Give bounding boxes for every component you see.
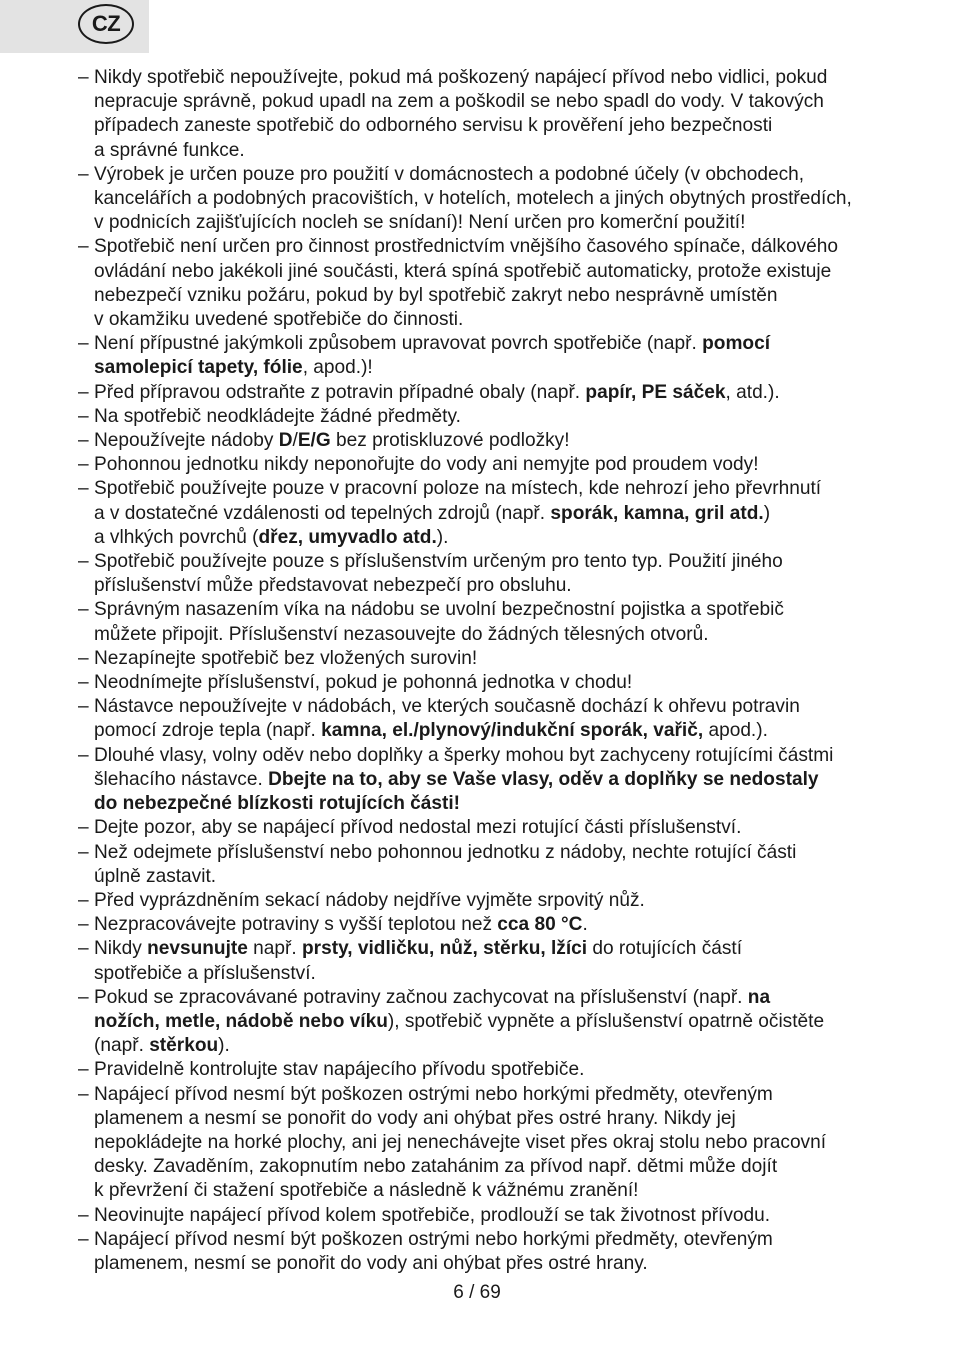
- bold-text: Dbejte na to, aby se Vaše vlasy, oděv a doplňky se nedostaly: [268, 768, 819, 790]
- list-dash: –: [78, 841, 89, 863]
- list-item: [78, 1228, 898, 1276]
- item-text: /: [292, 430, 298, 452]
- bold-text: samolepicí tapety, fólie: [94, 357, 303, 379]
- item-text: příslušenství může představovat nebezpečí pro obsluhu.: [94, 575, 572, 597]
- page-separator: /: [463, 1282, 480, 1303]
- item-text: Pokud se zpracovávané potraviny začnou zachycovat na příslušenství (např.: [94, 986, 748, 1008]
- item-text: plamenem a nesmí se ponořit do vody ani ohýbat přes ostré hrany. Nikdy jej: [94, 1107, 736, 1129]
- list-dash: –: [78, 1083, 89, 1105]
- item-text: Výrobek je určen pouze pro použití v domácnostech a podobné účely (v obchodech,: [94, 163, 805, 185]
- list-item: [78, 598, 898, 646]
- item-text: plamenem, nesmí se ponořit do vody ani ohýbat přes ostré hrany.: [94, 1252, 648, 1274]
- list-item: [78, 647, 898, 671]
- list-item: [78, 816, 898, 840]
- item-text: Nikdy spotřebič nepoužívejte, pokud má poškozený napájecí přívod nebo vidlici, pokud: [94, 67, 828, 88]
- page-current: 6: [453, 1282, 464, 1303]
- item-text: můžete připojit. Příslušenství nezasouvejte do žádných tělesných otvorů.: [94, 623, 709, 645]
- list-dash: –: [78, 889, 89, 911]
- list-dash: –: [78, 986, 89, 1008]
- list-item: [78, 66, 898, 163]
- list-item: [78, 986, 898, 1059]
- item-text: desky. Zavaděním, zakopnutím nebo zatahánim za přívod např. dětmi může dojít: [94, 1156, 778, 1178]
- bold-text: E/G: [297, 430, 331, 452]
- list-dash: –: [78, 599, 89, 621]
- item-text: Nezpracovávejte potraviny s vyšší teplotou než: [94, 914, 498, 936]
- item-text: Na spotřebič neodkládejte žádné předměty.: [94, 405, 461, 427]
- bold-text: nožích, metle, nádobě nebo víku: [94, 1010, 388, 1032]
- item-text: (např.: [94, 1035, 150, 1057]
- language-tab: [0, 0, 149, 53]
- list-dash: –: [78, 696, 89, 718]
- item-text: bez protiskluzové podložky!: [330, 430, 570, 452]
- item-text: ).: [218, 1035, 230, 1057]
- list-dash: –: [78, 744, 89, 766]
- item-text: úplně zastavit.: [94, 865, 217, 887]
- bold-text: prsty, vidličku, nůž, stěrku, lžíci: [302, 938, 588, 960]
- item-text: a správné funkce.: [94, 139, 245, 161]
- list-item: [78, 1204, 898, 1228]
- list-item: [78, 913, 898, 937]
- list-dash: –: [78, 551, 89, 573]
- bold-text: sporák, kamna, gril atd.: [550, 502, 764, 524]
- list-item: [78, 477, 898, 550]
- item-text: Spotřebič používejte pouze v pracovní poloze na místech, kde nehrozí jeho převrhnutí: [94, 478, 822, 500]
- item-text: apod.).: [703, 720, 768, 742]
- item-text: Správným nasazením víka na nádobu se uvolní bezpečnostní pojistka a spotřebič: [94, 599, 784, 621]
- bold-text: stěrkou: [149, 1035, 219, 1057]
- list-dash: –: [78, 938, 89, 960]
- item-text: , atd.).: [725, 381, 780, 403]
- list-item: [78, 889, 898, 913]
- item-text: např.: [247, 938, 302, 960]
- item-text: Před vyprázdněním sekací nádoby nejdříve vyjměte srpovitý nůž.: [94, 889, 645, 911]
- list-dash: –: [78, 430, 89, 452]
- item-text: Než odejmete příslušenství nebo pohonnou jednotku z nádoby, nechte rotující části: [94, 841, 797, 863]
- list-dash: –: [78, 478, 89, 500]
- item-text: Nástavce nepoužívejte v nádobách, ve kterých současně dochází k ohřevu potravin: [94, 696, 800, 718]
- item-text: případech zaneste spotřebič do odborného servisu k prověření jeho bezpečnosti: [94, 115, 773, 137]
- item-text: Spotřebič používejte pouze s příslušenstvím určeným pro tento typ. Použití jiného: [94, 551, 783, 573]
- list-item: [78, 550, 898, 598]
- item-text: Není přípustné jakýmkoli způsobem upravovat povrch spotřebiče (např.: [94, 333, 703, 355]
- item-text: do rotujících částí: [587, 938, 743, 960]
- list-dash: –: [78, 1204, 89, 1226]
- bold-text: pomocí: [702, 333, 771, 355]
- item-text: k převržení či stažení spotřebiče a následně k vážnému zranění!: [94, 1180, 639, 1202]
- list-dash: –: [78, 672, 89, 694]
- item-text: a v dostatečné vzdálenosti od tepelných zdrojů (např.: [94, 502, 551, 524]
- item-text: Nepoužívejte nádoby: [94, 430, 279, 452]
- bold-text: nevsunujte: [147, 938, 248, 960]
- item-text: Neodnímejte příslušenství, pokud je pohonná jednotka v chodu!: [94, 672, 633, 694]
- list-dash: –: [78, 914, 89, 936]
- item-text: Před přípravou odstraňte z potravin případné obaly (např.: [94, 381, 586, 403]
- list-item: [78, 429, 898, 453]
- safety-instructions-list: [78, 66, 898, 1276]
- item-text: Spotřebič není určen pro činnost prostřednictvím vnějšího časového spínače, dálkového: [94, 236, 839, 258]
- list-dash: –: [78, 236, 89, 258]
- item-text: Napájecí přívod nesmí být poškozen ostrými nebo horkými předměty, otevřeným: [94, 1083, 773, 1105]
- item-text: nepokládejte na horké plochy, ani jej nenechávejte viset přes okraj stolu nebo pracovní: [94, 1131, 827, 1153]
- item-text: Dejte pozor, aby se napájecí přívod nedostal mezi rotující části příslušenství.: [94, 817, 742, 839]
- item-text: Nikdy: [94, 938, 148, 960]
- item-text: .: [582, 914, 588, 936]
- list-item: [78, 1058, 898, 1082]
- list-item: [78, 671, 898, 695]
- item-text: kancelářích a podobných pracovištích, v hotelích, motelech a jiných obytných prostředích,: [94, 188, 852, 210]
- bold-text: D: [278, 430, 293, 452]
- item-text: ): [763, 502, 771, 524]
- item-text: Neovinujte napájecí přívod kolem spotřebiče, prodlouží se tak životnost přívodu.: [94, 1204, 771, 1226]
- list-dash: –: [78, 381, 89, 403]
- item-text: ovládání nebo jakékoli jiné součásti, která spíná spotřebič automaticky, protože existuje: [94, 260, 832, 282]
- item-text: spotřebiče a příslušenství.: [94, 962, 316, 984]
- list-dash: –: [78, 67, 89, 88]
- list-item: [78, 937, 898, 985]
- language-badge: CZ: [78, 4, 134, 44]
- item-text: pomocí zdroje tepla (např.: [94, 720, 322, 742]
- list-item: [78, 453, 898, 477]
- item-text: a vlhkých povrchů (: [94, 526, 259, 548]
- item-text: v podnicích zajišťujících nocleh se snídaní)! Není určen pro komerční použití!: [94, 212, 746, 234]
- item-text: Pravidelně kontrolujte stav napájecího přívodu spotřebiče.: [94, 1059, 585, 1081]
- item-text: Pohonnou jednotku nikdy neponořujte do vody ani nemyjte pod proudem vody!: [94, 454, 759, 476]
- list-dash: –: [78, 163, 89, 185]
- item-text: , apod.)!: [302, 357, 373, 379]
- bold-text: cca 80 °C: [497, 914, 583, 936]
- list-item: [78, 405, 898, 429]
- list-item: [78, 235, 898, 332]
- item-text: ), spotřebič vypněte a příslušenství opatrně očistěte: [387, 1010, 825, 1032]
- list-dash: –: [78, 817, 89, 839]
- item-text: Dlouhé vlasy, volny oděv nebo doplňky a šperky mohou byt zachyceny rotujícími částmi: [94, 744, 834, 766]
- list-dash: –: [78, 647, 89, 669]
- item-text: Napájecí přívod nesmí být poškozen ostrými nebo horkými předměty, otevřeným: [94, 1228, 773, 1250]
- list-dash: –: [78, 333, 89, 355]
- list-item: [78, 841, 898, 889]
- list-dash: –: [78, 1228, 89, 1250]
- list-item: [78, 163, 898, 236]
- list-item: [78, 1083, 898, 1204]
- list-item: [78, 695, 898, 743]
- bold-text: papír, PE sáček: [585, 381, 726, 403]
- item-text: nebezpečí vzniku požáru, pokud by byl spotřebič zakryt nebo nesprávně umístěn: [94, 284, 778, 306]
- bold-text: do nebezpečné blízkosti rotujících části!: [94, 793, 461, 815]
- item-text: v okamžiku uvedené spotřebiče do činnosti.: [94, 309, 464, 331]
- bold-text: kamna, el./plynový/indukční sporák, vařič,: [321, 720, 704, 742]
- bold-text: dřez, umyvadlo atd.: [258, 526, 437, 548]
- list-item: [78, 381, 898, 405]
- list-dash: –: [78, 405, 89, 427]
- page-total: 69: [479, 1282, 501, 1303]
- item-text: ).: [436, 526, 449, 548]
- item-text: Nezapínejte spotřebič bez vložených surovin!: [94, 647, 478, 669]
- item-text: šlehacího nástavce.: [94, 768, 269, 790]
- list-item: [78, 332, 898, 380]
- bold-text: na: [747, 986, 771, 1008]
- page-number: [0, 1282, 954, 1304]
- item-text: nepracuje správně, pokud upadl na zem a poškodil se nebo spadl do vody. V takových: [94, 91, 824, 113]
- list-item: [78, 744, 898, 817]
- list-dash: –: [78, 454, 89, 476]
- list-dash: –: [78, 1059, 89, 1081]
